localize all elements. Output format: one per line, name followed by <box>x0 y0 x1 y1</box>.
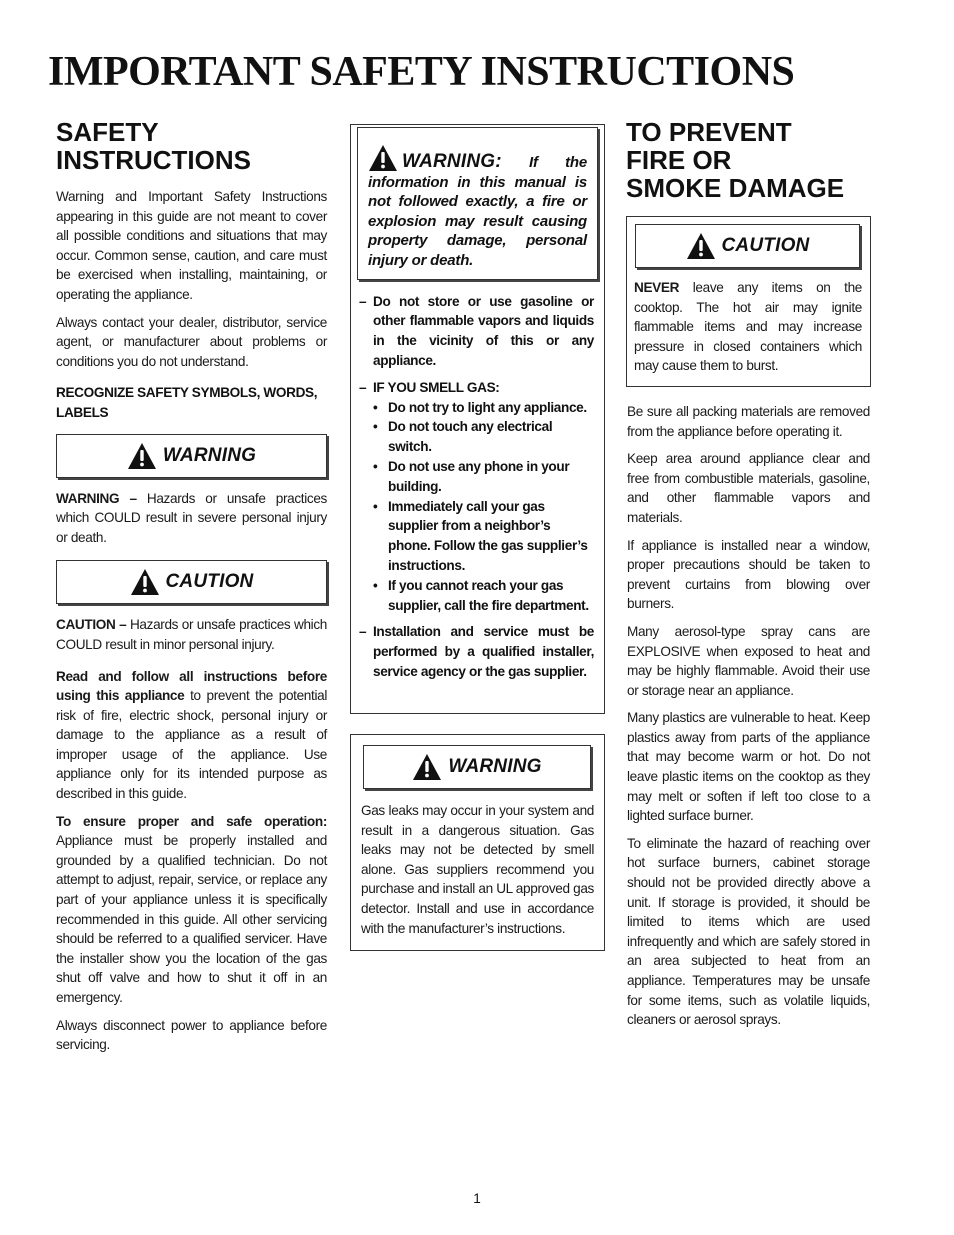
warning-signal-word: WARNING <box>162 444 257 466</box>
recognize-symbols-heading: RECOGNIZE SAFETY SYMBOLS, WORDS, LABELS <box>56 385 318 420</box>
manual-warning-text: WARNING: If the information in this manual is not followed exactly, a fire or explosion may result causing property damage, personal injury or death. <box>368 144 587 271</box>
list-item: – Do not store or use gasoline or other flammable vapors and liquids in the vicinity of this or any appliance. <box>359 293 594 368</box>
contact-paragraph: Always contact your dealer, distributor, service agent, or manufacturer about problems or conditions you do not understand. <box>56 314 327 369</box>
disconnect-power-paragraph: Always disconnect power to appliance before servicing. <box>56 1017 327 1053</box>
warning-triangle-icon <box>127 442 157 470</box>
proper-operation-paragraph: To ensure proper and safe operation: Appliance must be properly installed and grounded by a qualified technician. Do not attempt to adjust, repair, service, or replace any part of your appliance unless it is specifically recommended in this guide. All other servicing should be referred to a qualified servicer. Have the installer show you the location of the gas shut off valve and how to shut it off in an emergency. <box>56 813 327 1005</box>
warning-triangle-icon <box>412 753 442 781</box>
column-fire-prevention <box>626 118 871 1030</box>
caution-definition: CAUTION – Hazards or unsafe practices which COULD result in minor personal injury. <box>56 617 328 652</box>
cabinet-storage-paragraph: To eliminate the hazard of reaching over hot surface burners, cabinet storage should not be provided directly above a unit. If storage is provided, it should be limited to items which are used infrequently and which are safely stored in an area subjected to heat from an appliance. Temperatures may be unsafe for some items, such as volatile liquids, cleaners or aerosol sprays. <box>627 835 870 1028</box>
window-paragraph: If appliance is installed near a window, proper precautions should be taken to prevent curtains from blowing over burners. <box>627 537 870 612</box>
page-title: IMPORTANT SAFETY INSTRUCTIONS <box>48 49 795 95</box>
cooktop-caution-frame <box>626 216 871 387</box>
warning-signal-word: WARNING <box>448 756 542 777</box>
gas-leak-text: Gas leaks may occur in your system and result in a dangerous situation. Gas leaks may not be detected by smell alone. Gas suppliers recommend you purchase and install an UL approved gas detector. Install and use in accordance with the manufacturer’s instructions. <box>361 803 594 936</box>
caution-triangle-icon <box>686 232 716 260</box>
caution-triangle-icon <box>130 568 160 596</box>
caution-signal-box <box>635 224 860 268</box>
list-item: • Immediately call your gas supplier from a neighbor’s phone. Follow the gas supplier’s instructions. <box>373 498 588 573</box>
list-item: • Do not use any phone in your building. <box>373 458 570 494</box>
intro-paragraph: Warning and Important Safety Instructions appearing in this guide are not meant to cover all possible conditions and situations that may occur. Common sense, caution, and care must be exercised when installing, maintaining, or operating the appliance. <box>56 189 327 302</box>
packing-materials-paragraph: Be sure all packing materials are removed from the appliance before operating it. <box>627 403 870 439</box>
caution-signal-word: CAUTION <box>721 235 810 256</box>
column-safety-instructions <box>56 118 327 1055</box>
gas-warning-frame <box>350 124 605 714</box>
gas-instructions-list <box>351 280 604 682</box>
caution-signal-word: CAUTION <box>165 571 254 593</box>
caution-signal-box <box>56 560 327 604</box>
warning-signal-box <box>56 434 327 478</box>
list-item: – IF YOU SMELL GAS: <box>359 379 500 395</box>
list-item: • Do not try to light any appliance. <box>373 399 587 415</box>
aerosol-paragraph: Many aerosol-type spray cans are EXPLOSIVE when exposed to heat and may be highly flammable. Avoid their use or storage near an appliance. <box>627 623 870 698</box>
gas-leak-warning-signal <box>363 745 591 789</box>
warning-triangle-icon <box>368 144 398 172</box>
clear-area-paragraph: Keep area around appliance clear and free from combustible materials, gasoline, and other flammable vapors and materials. <box>627 451 870 525</box>
manual-warning-box <box>357 127 598 280</box>
list-item: • Do not touch any electrical switch. <box>373 419 553 455</box>
safety-instructions-heading: SAFETY INSTRUCTIONS <box>56 117 251 175</box>
column-gas-warning <box>350 124 605 951</box>
page-number: 1 <box>473 1191 481 1206</box>
never-cooktop-text: NEVER leave any items on the cooktop. The hot air may ignite flammable items and may increase pressure in closed containers which may cause them to burst. <box>634 280 862 374</box>
plastics-paragraph: Many plastics are vulnerable to heat. Keep plastics away from parts of the appliance that may become warm or hot. Do not leave plastic items on the cooktop as they may melt or soften if left too close to a lighted surface burner. <box>627 710 870 824</box>
read-instructions-paragraph: Read and follow all instructions before using this appliance to prevent the potential risk of fire, electric shock, personal injury or damage to the appliance as a result of improper usage of the appliance. Use appliance only for its intended purpose as described in this guide. <box>56 668 327 802</box>
list-item: • If you cannot reach your gas supplier, call the fire department. <box>373 577 589 613</box>
list-item: – Installation and service must be performed by a qualified installer, service agency or the gas supplier. <box>359 624 594 679</box>
gas-leak-warning-frame <box>350 734 605 951</box>
warning-definition: WARNING – Hazards or unsafe practices which COULD result in severe personal injury or death. <box>56 490 327 545</box>
fire-prevention-heading: TO PREVENT FIRE OR SMOKE DAMAGE <box>626 117 845 203</box>
